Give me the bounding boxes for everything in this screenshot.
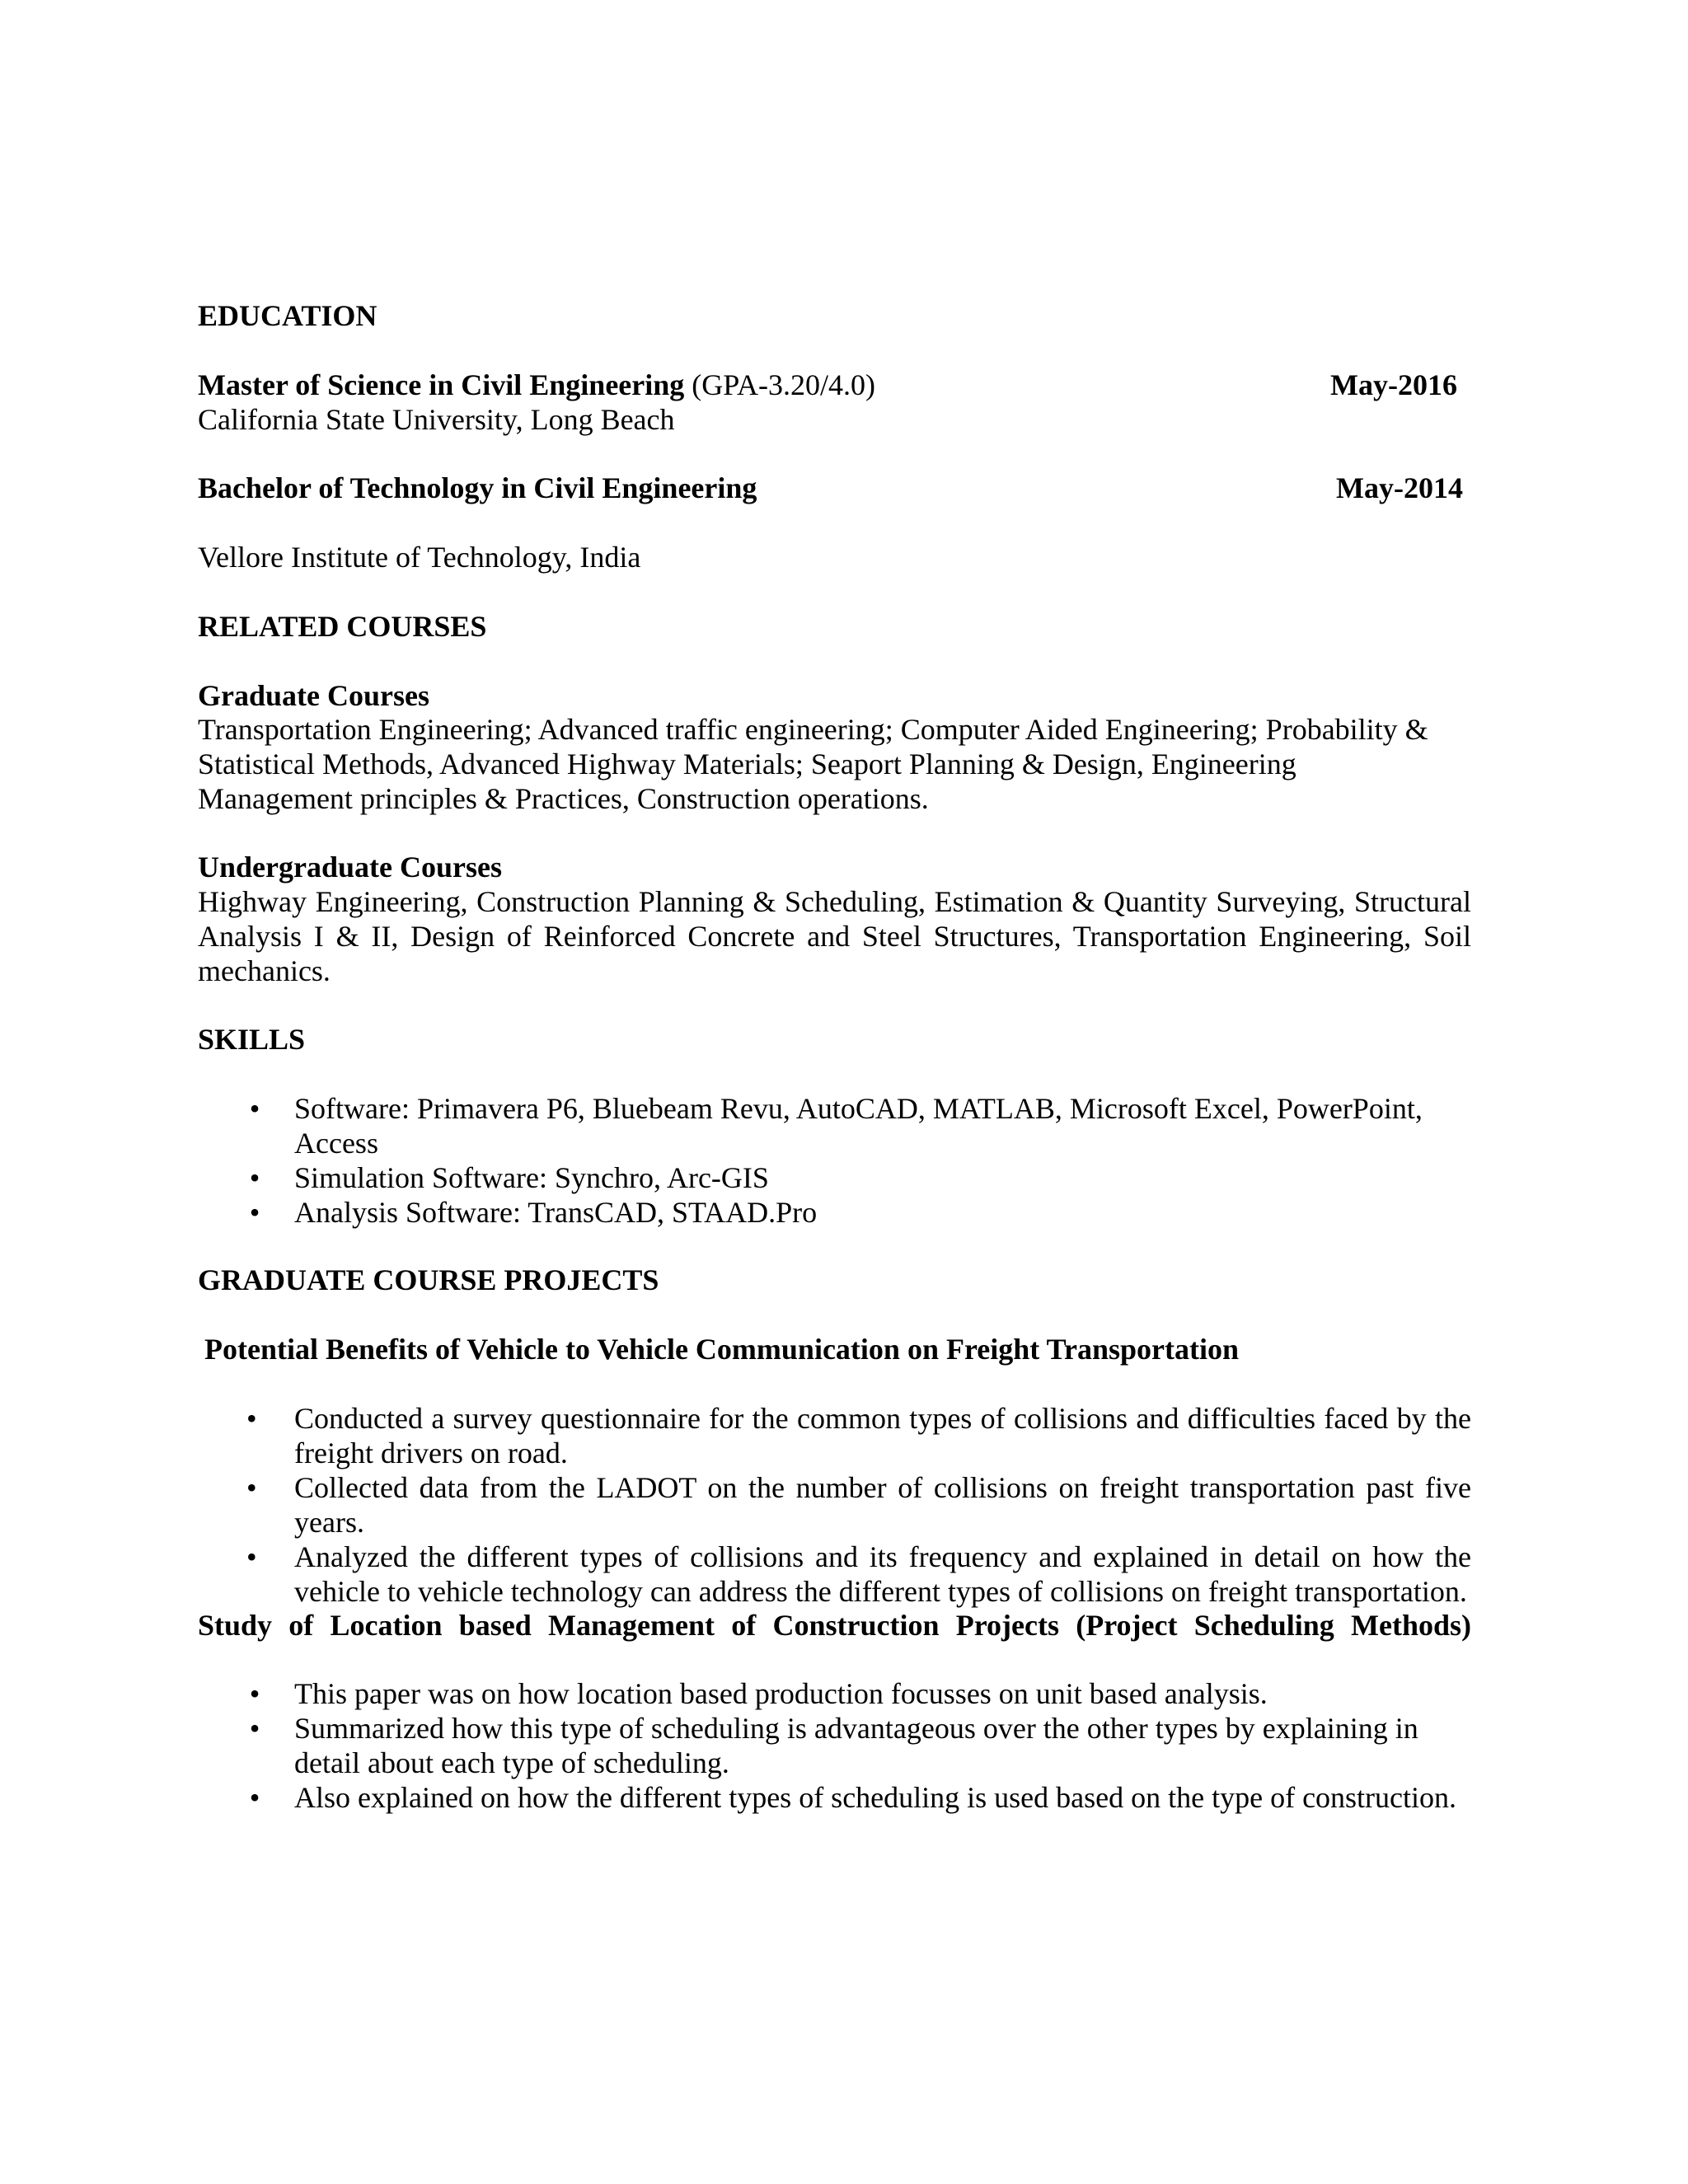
education-heading: EDUCATION <box>198 299 377 332</box>
skills-list <box>198 1091 1471 1230</box>
project-point: Analyzed the different types of collisions and its frequency and explained in detail on how the vehicle to vehicle technology can address the different types of collisions on freight transportation. <box>294 1540 1471 1608</box>
list-item <box>198 1160 1471 1195</box>
project-point: Collected data from the LADOT on the number of collisions on freight transportation past five years. <box>294 1471 1471 1539</box>
bullet-icon: • <box>249 1092 260 1125</box>
degree-date: May-2014 <box>1336 471 1463 504</box>
skill-text: Simulation Software: Synchro, Arc-GIS <box>294 1161 769 1194</box>
list-item <box>198 1540 1471 1609</box>
degree-school: Vellore Institute of Technology, India <box>198 541 641 574</box>
graduate-courses-line: Transportation Engineering; Advanced traffic engineering; Computer Aided Engineering; Probability & <box>198 713 1428 746</box>
project-point: This paper was on how location based production focusses on unit based analysis. <box>294 1677 1268 1710</box>
project-point: Conducted a survey questionnaire for the common types of collisions and difficulties faced by the freight drivers on road. <box>294 1402 1471 1469</box>
skill-text: Software: Primavera P6, Bluebeam Revu, AutoCAD, MATLAB, Microsoft Excel, PowerPoint, Access <box>294 1092 1423 1160</box>
projects-heading: GRADUATE COURSE PROJECTS <box>198 1263 659 1296</box>
degree-gpa: (GPA-3.20/4.0) <box>684 368 875 401</box>
graduate-courses-heading: Graduate Courses <box>198 679 429 712</box>
graduate-courses-line: Statistical Methods, Advanced Highway Materials; Seaport Planning & Design, Engineering <box>198 748 1296 780</box>
list-item <box>198 1401 1471 1470</box>
project-bullets <box>198 1676 1471 1815</box>
bullet-icon: • <box>249 1781 260 1814</box>
list-item <box>198 1676 1471 1711</box>
project-title: Study of Location based Management of Construction Projects (Project Scheduling Methods) <box>198 1609 1471 1642</box>
project-point: Also explained on how the different types of scheduling is used based on the type of construction. <box>294 1781 1457 1814</box>
degree-school: California State University, Long Beach <box>198 403 675 436</box>
graduate-courses-line: Management principles & Practices, Construction operations. <box>198 782 929 815</box>
list-item <box>198 1091 1471 1160</box>
degree-bachelors-title: Bachelor of Technology in Civil Engineering <box>198 471 757 504</box>
list-item <box>198 1711 1471 1780</box>
list-item <box>198 1195 1471 1230</box>
bullet-icon: • <box>249 1677 260 1710</box>
bullet-icon: • <box>249 1712 260 1745</box>
undergraduate-courses-text: Highway Engineering, Construction Planning & Scheduling, Estimation & Quantity Surveying, Structural Analysis I & II, Design of Reinforced Concrete and Steel Structures, Transportation Engineering, Soil mechanics. <box>198 885 1471 987</box>
bullet-icon: • <box>249 1196 260 1229</box>
degree-date: May-2016 <box>1330 368 1457 401</box>
project-title: Potential Benefits of Vehicle to Vehicle Communication on Freight Transportation <box>204 1333 1239 1366</box>
skill-text: Analysis Software: TransCAD, STAAD.Pro <box>294 1196 818 1229</box>
bullet-icon: • <box>249 1161 260 1194</box>
degree-title: Master of Science in Civil Engineering <box>198 368 685 401</box>
courses-heading: RELATED COURSES <box>198 610 487 643</box>
undergraduate-courses-heading: Undergraduate Courses <box>198 851 502 883</box>
bullet-icon: • <box>246 1471 257 1504</box>
list-item <box>198 1780 1471 1815</box>
degree-masters <box>198 368 1471 402</box>
skills-heading: SKILLS <box>198 1023 306 1056</box>
bullet-icon: • <box>246 1402 257 1435</box>
project-bullets <box>198 1401 1471 1609</box>
project-point: Summarized how this type of scheduling is advantageous over the other types by explaining in detail about each type of scheduling. <box>294 1712 1418 1779</box>
list-item <box>198 1470 1471 1540</box>
bullet-icon: • <box>246 1540 257 1573</box>
